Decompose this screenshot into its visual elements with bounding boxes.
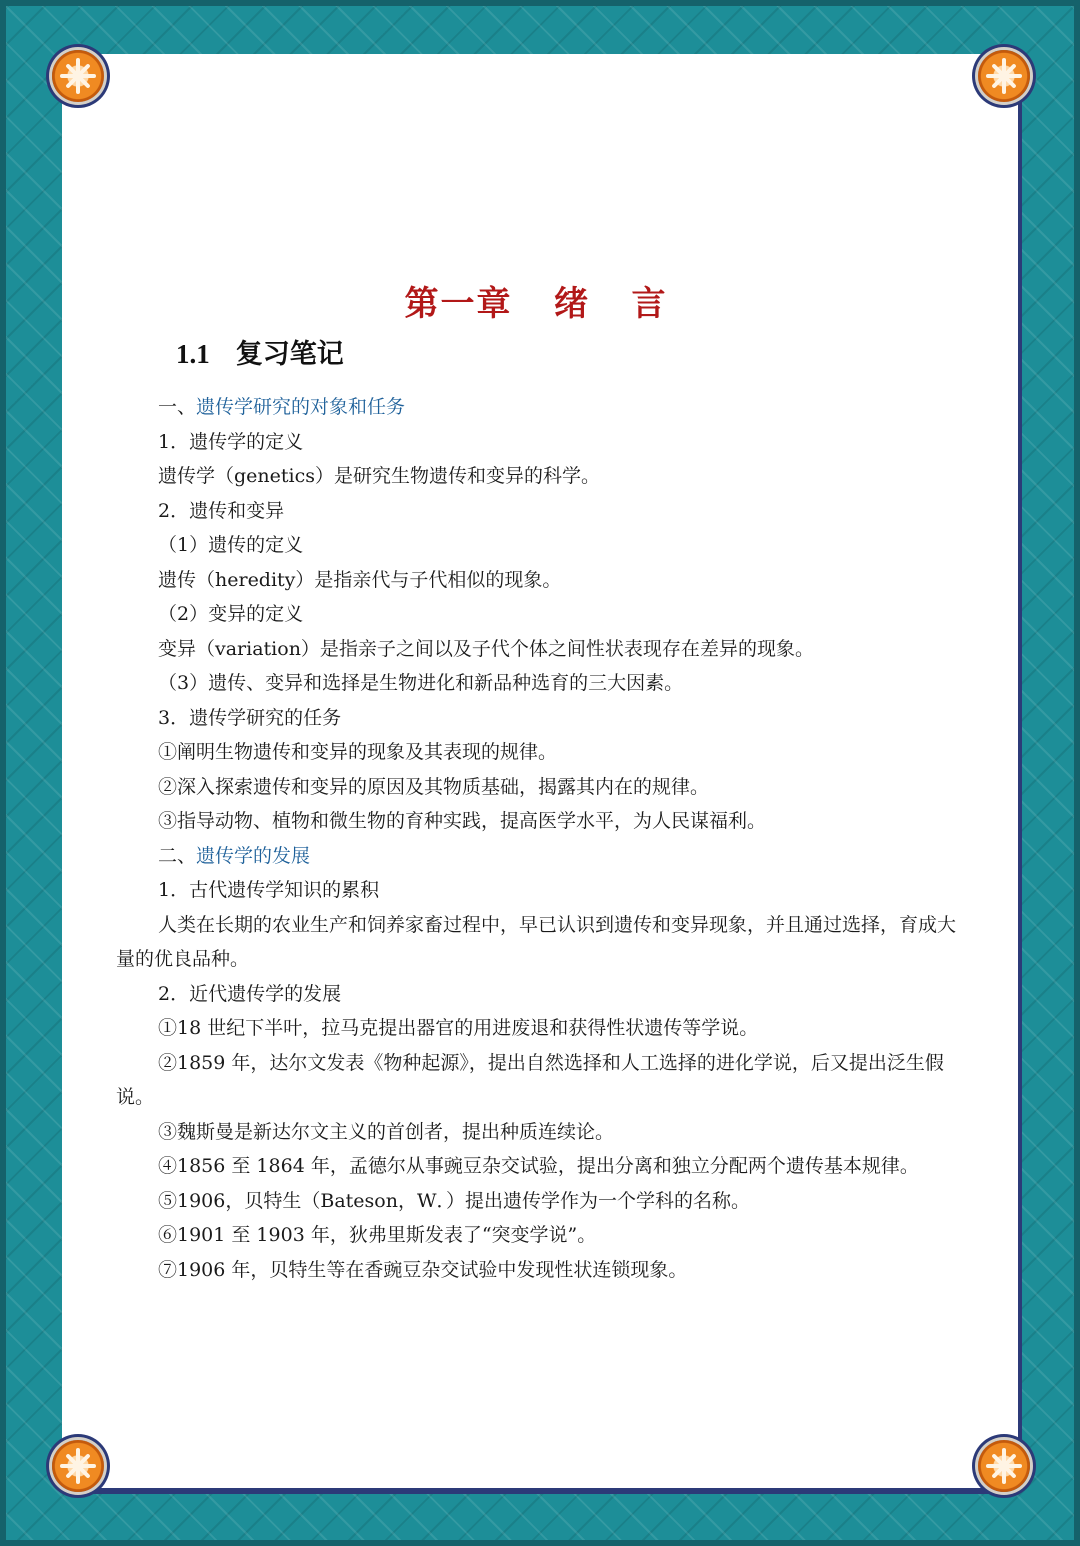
text-line: ③指导动物、植物和微生物的育种实践，提高医学水平，为人民谋福利。 <box>158 810 767 832</box>
text-line: 2．近代遗传学的发展 <box>158 982 342 1005</box>
subheading-title: 遗传学研究的对象和任务 <box>196 396 406 418</box>
text-line: ④1856 至 1864 年，孟德尔从事豌豆杂交试验，提出分离和独立分配两个遗传基本规律。 <box>158 1155 919 1177</box>
text-line: ⑥1901 至 1903 年，狄弗里斯发表了“突变学说”。 <box>158 1224 597 1246</box>
text-line: （2）变异的定义 <box>158 603 304 625</box>
subheading-prefix: 二、 <box>158 844 197 867</box>
section-heading <box>176 332 956 376</box>
corner-ornament-icon <box>52 50 104 102</box>
text-line: ②1859 年，达尔文发表《物种起源》，提出自然选择和人工选择的进化学说，后又提出泛生假说。 <box>116 1051 944 1108</box>
text-line: ③魏斯曼是新达尔文主义的首创者，提出种质连续论。 <box>158 1120 615 1143</box>
section-number: 1.1 <box>176 339 210 369</box>
text-line: ⑤1906，贝特生（Bateson，W．）提出遗传学作为一个学科的名称。 <box>158 1189 750 1212</box>
text-line: 遗传（heredity）是指亲代与子代相似的现象。 <box>158 568 562 591</box>
text-line: ①阐明生物遗传和变异的现象及其表现的规律。 <box>158 741 558 763</box>
text-line: （1）遗传的定义 <box>158 534 304 556</box>
text-line: 变异（variation）是指亲子之间以及子代个体之间性状表现存在差异的现象。 <box>158 637 814 660</box>
corner-ornament-icon <box>52 1440 104 1492</box>
text-line: （3）遗传、变异和选择是生物进化和新品种选育的三大因素。 <box>158 672 684 694</box>
section-subheading <box>116 839 956 874</box>
subheading-prefix: 一、 <box>158 396 197 418</box>
text-line: ②深入探索遗传和变异的原因及其物质基础，揭露其内在的规律。 <box>158 775 710 798</box>
section-title: 复习笔记 <box>235 339 344 370</box>
text-line: 1．古代遗传学知识的累积 <box>158 879 380 901</box>
document-body <box>116 280 956 1287</box>
text-line: 遗传学（genetics）是研究生物遗传和变异的科学。 <box>158 465 600 487</box>
section-subheading <box>116 390 956 425</box>
corner-ornament-icon <box>978 1440 1030 1492</box>
text-line: 2．遗传和变异 <box>158 499 285 522</box>
text-line: 3．遗传学研究的任务 <box>158 706 342 729</box>
subheading-title: 遗传学的发展 <box>196 844 311 867</box>
corner-ornament-icon <box>978 50 1030 102</box>
text-line: ⑦1906 年，贝特生等在香豌豆杂交试验中发现性状连锁现象。 <box>158 1258 688 1281</box>
chapter-title: 第一章 绪 言 <box>404 284 668 324</box>
text-line: ①18 世纪下半叶，拉马克提出器官的用进废退和获得性状遗传等学说。 <box>158 1017 759 1039</box>
text-line: 人类在长期的农业生产和饲养家畜过程中，早已认识到遗传和变异现象，并且通过选择，育成大量的优良品种。 <box>116 913 957 970</box>
notes-list <box>116 390 956 1287</box>
text-line: 1．遗传学的定义 <box>158 430 304 453</box>
